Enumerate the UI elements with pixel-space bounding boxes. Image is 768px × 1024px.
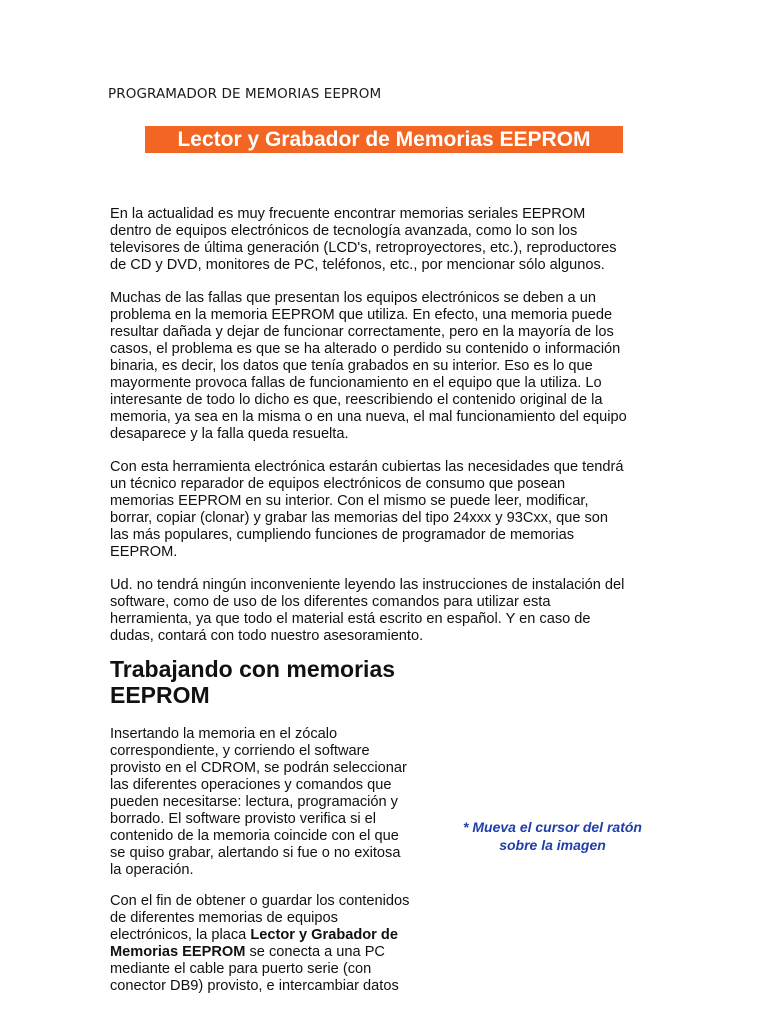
bold-product-name: Lector y Grabador de	[250, 927, 398, 943]
text-line-mixed	[110, 944, 665, 961]
text-line: Ud. no tendrá ningún inconveniente leyendo las instrucciones de instalación del	[110, 577, 625, 593]
text-line: borrar, copiar (clonar) y grabar las memorias del tipo 24xxx y 93Cxx, que son	[110, 510, 609, 526]
text-line: conector DB9) provisto, e intercambiar datos	[110, 978, 399, 994]
text-line: Con el fin de obtener o guardar los contenidos	[110, 893, 410, 909]
text-line: herramienta, ya que todo el material está escrito en español. Y en caso de	[110, 611, 591, 627]
paragraph-intro	[110, 206, 665, 274]
text-line: resultar dañada y dejar de funcionar correctamente, pero en la mayoría de los	[110, 324, 614, 340]
text-run: se conecta a una PC	[245, 944, 385, 960]
text-line: de CD y DVD, monitores de PC, teléfonos, etc., por mencionar sólo algunos.	[110, 257, 605, 273]
text-line: las diferentes operaciones y comandos que	[110, 777, 392, 793]
heading-line: EEPROM	[110, 682, 210, 708]
text-line: interesante de todo lo dicho es que, reescribiendo el contenido original de la	[110, 392, 603, 408]
text-line: binaria, es decir, los datos que tenía grabados en su interior. Eso es lo que	[110, 358, 593, 374]
text-line: EEPROM.	[110, 544, 178, 560]
text-line: un técnico reparador de equipos electrónicos de consumo que posean	[110, 476, 566, 492]
bold-product-name: Memorias EEPROM	[110, 944, 246, 960]
text-line: televisores de última generación (LCD's, retroproyectores, etc.), reproductores	[110, 240, 617, 256]
text-line: provisto en el CDROM, se podrán seleccionar	[110, 760, 407, 776]
text-line: desaparece y la falla queda resuelta.	[110, 426, 349, 442]
text-line: En la actualidad es muy frecuente encontrar memorias seriales EEPROM	[110, 206, 586, 222]
heading-line: Trabajando con memorias	[110, 656, 396, 682]
paragraph-working	[110, 726, 665, 879]
text-line: pueden necesitarse: lectura, programación y	[110, 794, 398, 810]
paragraph-tool	[110, 459, 665, 561]
text-line: memorias EEPROM en su interior. Con el mismo se puede leer, modificar,	[110, 493, 589, 509]
text-line: la operación.	[110, 862, 194, 878]
note-line: sobre la imagen	[499, 837, 606, 853]
text-line: Muchas de las fallas que presentan los equipos electrónicos se deben a un	[110, 290, 596, 306]
paragraph-support	[110, 577, 665, 645]
text-line: mayormente provoca fallas de funcionamiento en el equipo que la utiliza. Lo	[110, 375, 602, 391]
text-line: software, como de uso de los diferentes comandos para utilizar esta	[110, 594, 551, 610]
text-line: borrado. El software provisto verifica si el	[110, 811, 377, 827]
title-banner: Lector y Grabador de Memorias EEPROM	[145, 126, 623, 153]
text-line: Insertando la memoria en el zócalo	[110, 726, 338, 742]
text-line: las más populares, cumpliendo funciones de programador de memorias	[110, 527, 574, 543]
note-line: * Mueva el cursor del ratón	[463, 819, 642, 835]
text-line: mediante el cable para puerto serie (con	[110, 961, 372, 977]
text-line: se quiso grabar, alertando si fue o no exitosa	[110, 845, 401, 861]
image-hover-note	[440, 818, 665, 854]
document-header: PROGRAMADOR DE MEMORIAS EEPROM	[108, 86, 382, 102]
text-line: memoria, ya sea en la misma o en una nueva, el mal funcionamiento del equipo	[110, 409, 627, 425]
text-line: Con esta herramienta electrónica estarán cubiertas las necesidades que tendrá	[110, 459, 624, 475]
text-run: electrónicos, la placa	[110, 927, 251, 943]
text-line: de diferentes memorias de equipos	[110, 910, 338, 926]
text-line: dentro de equipos electrónicos de tecnología avanzada, como lo son los	[110, 223, 578, 239]
text-line: casos, el problema es que se ha alterado o perdido su contenido o información	[110, 341, 621, 357]
text-line: problema en la memoria EEPROM que utiliza. En efecto, una memoria puede	[110, 307, 613, 323]
text-line: correspondiente, y corriendo el software	[110, 743, 370, 759]
text-line: dudas, contará con todo nuestro asesoramiento.	[110, 628, 424, 644]
paragraph-faults	[110, 290, 665, 443]
text-line-mixed	[110, 927, 665, 944]
text-line: contenido de la memoria coincide con el que	[110, 828, 399, 844]
section-heading	[110, 656, 395, 708]
paragraph-connection	[110, 893, 665, 995]
